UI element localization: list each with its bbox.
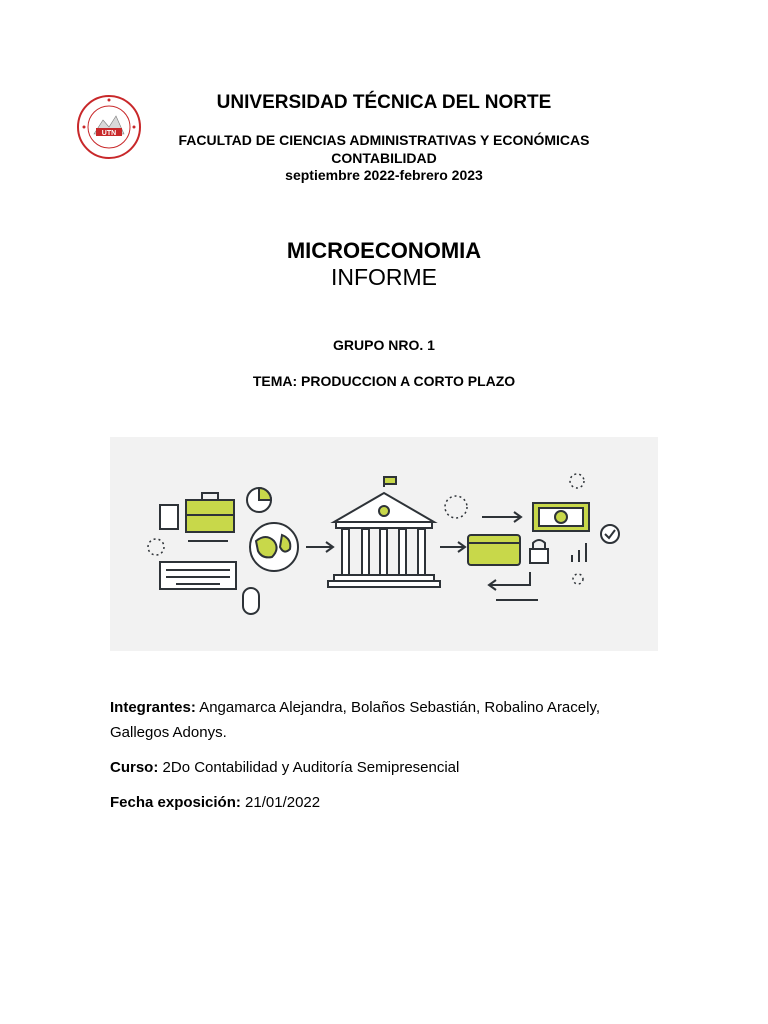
members-label: Integrantes:	[110, 699, 196, 716]
topic-title: TEMA: PRODUCCION A CORTO PLAZO	[252, 373, 516, 389]
date-value: 21/01/2022	[245, 794, 321, 811]
career-name: CONTABILIDAD	[331, 150, 437, 166]
document-type: INFORME	[330, 264, 438, 290]
date-label: Fecha exposición:	[110, 794, 241, 811]
course-paragraph	[110, 755, 650, 780]
course-label: Curso:	[110, 759, 159, 776]
course-value: 2Do Contabilidad y Auditoría Semipresencial	[162, 759, 460, 776]
credit-card-icon	[468, 535, 520, 565]
svg-text:UTN: UTN	[101, 130, 117, 137]
date-paragraph	[110, 790, 650, 815]
faculty-name: FACULTAD DE CIENCIAS ADMINISTRATIVAS Y ECONÓMICAS	[178, 132, 590, 148]
checkmark-icon	[601, 525, 619, 543]
academic-period: septiembre 2022-febrero 2023	[285, 167, 483, 183]
calculator-icon	[160, 505, 178, 529]
members-paragraph	[110, 695, 650, 745]
mouse-icon	[243, 588, 259, 614]
economy-illustration	[110, 437, 658, 651]
padlock-icon	[530, 549, 548, 563]
group-number: GRUPO NRO. 1	[333, 337, 435, 353]
members-list: Angamarca Alejandra, Bolaños Sebastián, Robalino Aracely, Gallegos Adonys.	[110, 699, 601, 741]
subject-title: MICROECONOMIA	[286, 238, 482, 263]
university-name: UNIVERSIDAD TÉCNICA DEL NORTE	[216, 92, 552, 113]
